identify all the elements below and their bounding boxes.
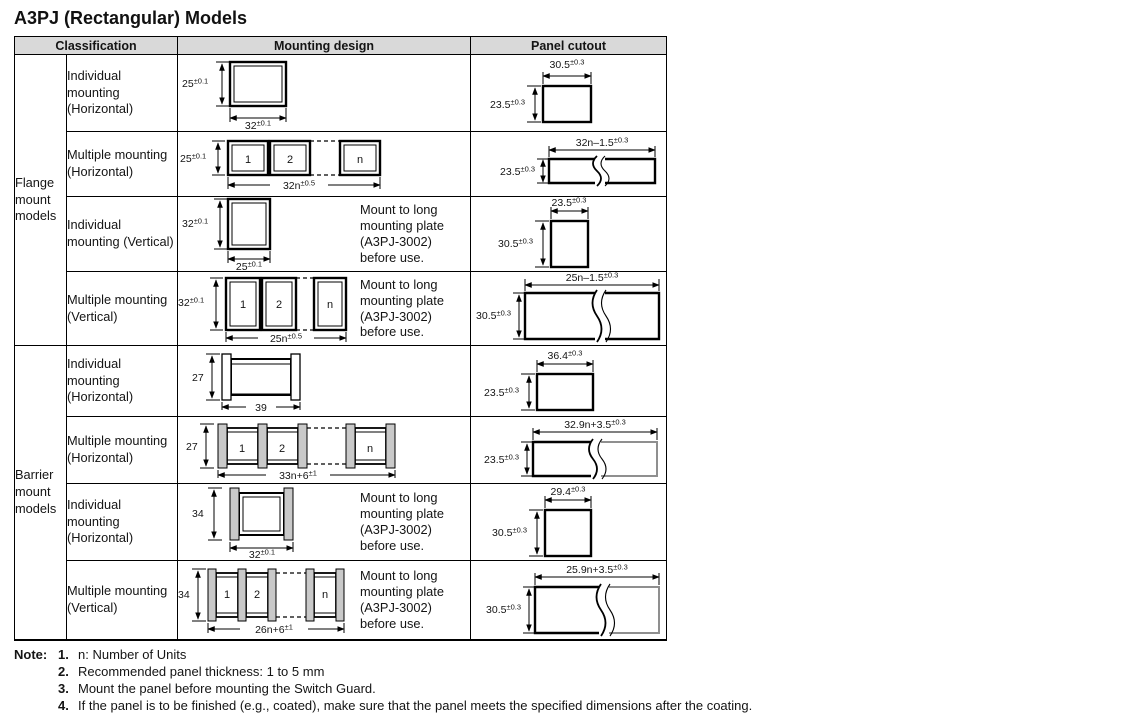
mounting-drawing [178,484,350,560]
table-row [15,272,667,346]
cutout-drawing [471,137,663,191]
barrier-plate [346,424,355,468]
group-cell-flange: Flange mount models [15,55,67,346]
barrier-plate [222,354,231,400]
cutout-width-label: $25.9n+3.5^{\pm 0.3}$ [566,562,628,576]
type-cell: Individual mounting (Vertical) [67,197,178,272]
models-table [14,36,667,641]
width-dim-label: $32^{\pm 0.1}$ [244,118,272,132]
type-cell: Multiple mounting (Horizontal) [67,132,178,197]
header-cell-mounting-design: Mounting design [178,37,471,55]
cutout-drawing [471,484,663,560]
mounting-drawing [178,135,466,193]
barrier-plate [291,354,300,400]
unit-number: 2 [286,154,294,166]
mounting-design-cell [178,346,471,417]
break-symbol [593,156,601,186]
note-text: Mount the panel before mounting the Switch Guard. [78,680,376,696]
barrier-plate [230,488,239,540]
note-number: 1. [58,646,69,662]
unit-number: 2 [275,298,283,311]
mount-note-text: Mount to long mounting plate (A3PJ-3002) before use. [360,567,444,631]
panel-cutout-cell [471,561,667,640]
unit-number: n [326,298,334,311]
mounting-drawing [178,350,466,412]
table-row [15,346,667,417]
mount-note-text: Mount to long mounting plate (A3PJ-3002) before use. [360,202,444,265]
cutout-opening [543,86,591,122]
unit-number: 1 [223,588,231,601]
note-text: Recommended panel thickness: 1 to 5 mm [78,663,325,679]
mounting-design-cell [178,55,471,132]
mounting-design-cell [178,272,471,346]
height-dim-label: 27 [186,441,198,453]
cutout-drawing [471,270,663,345]
barrier-plate [386,424,395,468]
cutout-height-label: $23.5^{\pm 0.3}$ [484,452,519,466]
unit-number: 2 [278,443,286,455]
mount-note-text: Mount to long mounting plate (A3PJ-3002) before use. [360,276,444,340]
notes-section [14,646,1132,715]
height-dim-label: 27 [192,372,204,384]
height-dim-label: $25^{\pm 0.1}$ [182,76,209,90]
width-dim-label: $32^{\pm 0.1}$ [248,547,276,561]
mounting-design-cell [178,484,471,561]
cutout-width-label: $32n-1.5^{\pm 0.3}$ [575,135,629,149]
barrier-plate [298,424,307,468]
cutout-continuation [601,442,657,476]
cutout-drawing [471,58,663,128]
mounting-design-cell [178,197,471,272]
cutout-drawing [471,348,663,414]
table-row [15,132,667,197]
cutout-opening [535,587,599,633]
cutout-width-label: $25n-1.5^{\pm 0.3}$ [565,270,619,284]
type-cell: Individual mounting (Horizontal) [67,55,178,132]
unit-number: n [366,443,374,455]
note-number: 4. [58,697,69,713]
panel-cutout-cell [471,132,667,197]
height-dim-label: $32^{\pm 0.1}$ [178,295,205,309]
note-item [14,663,1132,680]
height-dim-label: $25^{\pm 0.1}$ [180,151,207,165]
panel-cutout-cell [471,55,667,132]
table-row [15,484,667,561]
note-number: 2. [58,663,69,679]
table-row [15,55,667,132]
cutout-drawing [471,563,663,637]
cutout-opening [545,510,591,556]
note-item [14,697,1132,714]
cutout-height-label: $30.5^{\pm 0.3}$ [492,525,527,539]
cutout-height-label: $30.5^{\pm 0.3}$ [486,602,521,616]
mounting-design-cell [178,561,471,640]
type-cell: Individual mounting (Horizontal) [67,346,178,417]
cutout-height-label: $23.5^{\pm 0.3}$ [484,385,519,399]
width-dim-label: $32n^{\pm 0.5}$ [282,178,316,192]
mounting-drawing [178,197,350,271]
note-label: Note: [14,646,48,662]
cutout-height-label: $30.5^{\pm 0.3}$ [476,308,511,322]
cutout-opening [533,442,591,476]
mounting-drawing [178,56,466,130]
type-cell: Multiple mounting (Horizontal) [67,417,178,484]
type-cell: Multiple mounting (Vertical) [67,561,178,640]
cutout-width-label: $23.5^{\pm 0.3}$ [551,195,587,209]
group-cell-barrier: Barrier mount models [15,346,67,640]
unit-number: n [321,588,329,601]
barrier-plate [306,569,314,621]
guard-body [239,493,284,535]
table-row [15,561,667,640]
cutout-height-label: $23.5^{\pm 0.3}$ [500,164,535,178]
guard-body [230,62,286,106]
barrier-plate [218,424,227,468]
mounting-drawing [178,565,350,635]
cutout-opening [537,374,593,410]
panel-cutout-cell [471,346,667,417]
panel-cutout-cell [471,417,667,484]
note-item [14,646,1132,663]
barrier-plate [208,569,216,621]
cutout-drawing [471,197,663,271]
cutout-opening [551,221,588,267]
mounting-drawing [178,420,466,480]
table-row [15,417,667,484]
cutout-width-label: $36.4^{\pm 0.3}$ [547,348,583,362]
unit-number: n [356,154,364,166]
break-symbol [589,439,597,479]
cutout-width-label: $30.5^{\pm 0.3}$ [549,57,585,71]
width-dim-label: $25n^{\pm 0.5}$ [269,331,303,345]
type-cell: Individual mounting (Horizontal) [67,484,178,561]
width-dim-label: 39 [255,402,267,414]
barrier-plate [268,569,276,621]
cutout-opening [549,159,595,183]
unit-number: 1 [244,154,252,166]
height-dim-label: $32^{\pm 0.1}$ [182,216,209,230]
cutout-continuation [609,587,659,633]
note-number: 3. [58,680,69,696]
mounting-drawing [178,274,350,344]
panel-cutout-cell [471,272,667,346]
unit-number: 2 [253,588,261,601]
cutout-height-label: $23.5^{\pm 0.3}$ [490,97,525,111]
cutout-width-label: $29.4^{\pm 0.3}$ [550,484,586,498]
panel-cutout-cell [471,484,667,561]
break-symbol [597,584,606,636]
unit-number: 1 [238,443,246,455]
dimension-lines [513,279,659,339]
page-title: A3PJ (Rectangular) Models [14,8,248,28]
height-dim-label: 34 [178,588,190,601]
width-dim-label: $33n+6^{\pm 1}$ [279,468,317,482]
cutout-opening [525,293,595,339]
note-text: n: Number of Units [78,646,187,662]
mount-note-text: Mount to long mounting plate (A3PJ-3002) before use. [360,490,444,553]
height-dim-label: 34 [192,508,204,520]
width-dim-label: $25^{\pm 0.1}$ [235,259,263,273]
guard-body [228,199,270,249]
dimension-lines [537,146,655,183]
table-row [15,197,667,272]
header-cell-classification: Classification [15,37,178,55]
cutout-height-label: $30.5^{\pm 0.3}$ [498,236,533,250]
width-dim-label: $26n+6^{\pm 1}$ [255,622,293,636]
mounting-design-cell [178,417,471,484]
dimension-lines [523,573,659,633]
unit-number: 1 [239,298,247,311]
note-text: If the panel is to be finished (e.g., coated), make sure that the panel meets the specified dimensions after the coating. [78,697,753,713]
barrier-plate [336,569,344,621]
barrier-plate [258,424,267,468]
barrier-plate [284,488,293,540]
break-symbol [593,290,602,342]
mounting-design-cell [178,132,471,197]
cutout-width-label: $32.9n+3.5^{\pm 0.3}$ [564,417,626,431]
type-cell: Multiple mounting (Vertical) [67,272,178,346]
panel-cutout-cell [471,197,667,272]
cutout-drawing [471,417,663,480]
barrier-plate [238,569,246,621]
note-item [14,680,1132,697]
header-cell-panel-cutout: Panel cutout [471,37,667,55]
